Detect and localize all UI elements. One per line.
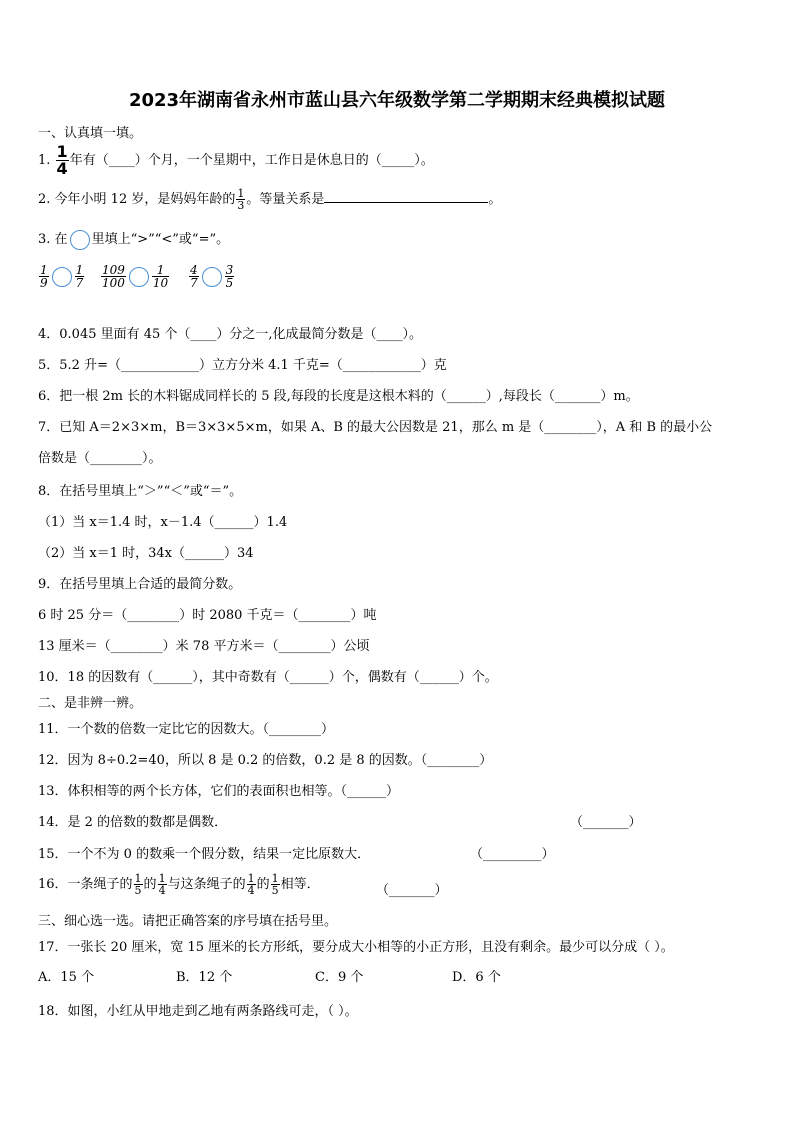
q15-answer-blank: （_________） xyxy=(470,847,555,862)
q1-text: 年有（____）个月，一个星期中，工作日是休息日的（_____）。 xyxy=(69,153,434,168)
question-12: 12．因为 8÷0.2=40，所以 8 是 0.2 的倍数，0.2 是 8 的因数。（________） xyxy=(38,753,493,768)
question-13: 13．体积相等的两个长方体，它们的表面积也相等。（______） xyxy=(38,784,400,799)
q17-option-c[interactable]: C．9 个 xyxy=(315,970,364,985)
question-6: 6．把一根 2m 长的木料锯成同样长的 5 段,每段的长度是这根木料的（______）,每段长（_______）m。 xyxy=(38,389,639,404)
q16-answer-blank: （_______） xyxy=(376,883,448,898)
question-5: 5．5.2 升=（____________）立方分米 4.1 千克=（____________）克 xyxy=(38,358,447,373)
question-8-part-1: （1）当 x＝1.4 时，x－1.4（______）1.4 xyxy=(38,515,288,530)
q17-option-b[interactable]: B．12 个 xyxy=(176,970,233,985)
question-8: 8．在括号里填上“＞”“＜”或“＝”。 xyxy=(38,484,243,499)
q14-answer-blank: （_______） xyxy=(570,815,642,830)
question-9-row-2: 13 厘米＝（________）米 78 平方米＝（________）公顷 xyxy=(38,639,370,654)
question-7-line-1: 7．已知 A＝2×3×m，B＝3×3×5×m，如果 A、B 的最大公因数是 21，那么 m 是（________），A 和 B 的最小公 xyxy=(38,420,713,435)
q17-option-d[interactable]: D．6 个 xyxy=(452,970,501,985)
q1-fraction: $\frac{1}{4}$ xyxy=(56,142,68,178)
question-3: 3. 在 里填上“>”“<”或“=”。 xyxy=(38,228,229,250)
question-7-line-2: 倍数是（________）。 xyxy=(38,451,162,466)
question-4: 4．0.045 里面有 45 个（____）分之一,化成最简分数是（____）。 xyxy=(38,327,423,342)
circle-icon xyxy=(70,230,90,250)
question-9-row-1: 6 时 25 分＝（________）时 2080 千克＝（________）吨 xyxy=(38,608,377,623)
question-9: 9．在括号里填上合适的最简分数。 xyxy=(38,577,242,592)
page-title: 2023年湖南省永州市蓝山县六年级数学第二学期期末经典模拟试题 xyxy=(128,90,666,111)
q1-number: 1. xyxy=(38,153,51,168)
q3-compare-3: $\frac{4}{7}$ $\frac{3}{5}$ xyxy=(190,263,234,290)
section-1-heading: 一、认真填一填。 xyxy=(38,126,143,141)
q17-option-a[interactable]: A．15 个 xyxy=(38,970,95,985)
question-1 xyxy=(38,144,434,177)
q3-compare-2: $\frac{109}{100}$ $\frac{1}{10}$ xyxy=(102,263,169,290)
question-16: 16．一条绳子的 $\frac{1}{5}$ 的 $\frac{1}{4}$ 与这条绳子的 $\frac{1}{4}$ 的 $\frac{1}{5}$ 相等． xyxy=(38,872,320,897)
section-2-heading: 二、是非辨一辨。 xyxy=(38,696,143,711)
question-11: 11．一个数的倍数一定比它的因数大。（________） xyxy=(38,722,335,737)
q2-answer-line xyxy=(324,190,488,203)
question-15: 15．一个不为 0 的数乘一个假分数，结果一定比原数大． xyxy=(38,847,371,862)
question-18: 18．如图，小红从甲地走到乙地有两条路线可走，（ ）。 xyxy=(38,1004,358,1019)
question-10: 10．18 的因数有（______），其中奇数有（______）个，偶数有（______）个。 xyxy=(38,670,498,685)
section-3-heading: 三、细心选一选。请把正确答案的序号填在括号里。 xyxy=(38,914,338,929)
compare-circle-icon[interactable] xyxy=(52,267,72,287)
question-2: 2. 今年小明 12 岁，是妈妈年龄的 $\frac{1}{3}$ 。等量关系是 。 xyxy=(38,187,502,212)
compare-circle-icon[interactable] xyxy=(129,267,149,287)
q3-compare-1: $\frac{1}{9}$ $\frac{1}{7}$ xyxy=(40,263,84,290)
question-17: 17．一张长 20 厘米，宽 15 厘米的长方形纸，要分成大小相等的小正方形，且没有剩余。最少可以分成（ ）。 xyxy=(38,940,674,955)
compare-circle-icon[interactable] xyxy=(202,267,222,287)
question-8-part-2: （2）当 x＝1 时，34x（______）34 xyxy=(38,546,254,561)
question-14: 14．是 2 的倍数的数都是偶数． xyxy=(38,815,228,830)
q2-fraction: $\frac{1}{3}$ xyxy=(237,187,245,212)
